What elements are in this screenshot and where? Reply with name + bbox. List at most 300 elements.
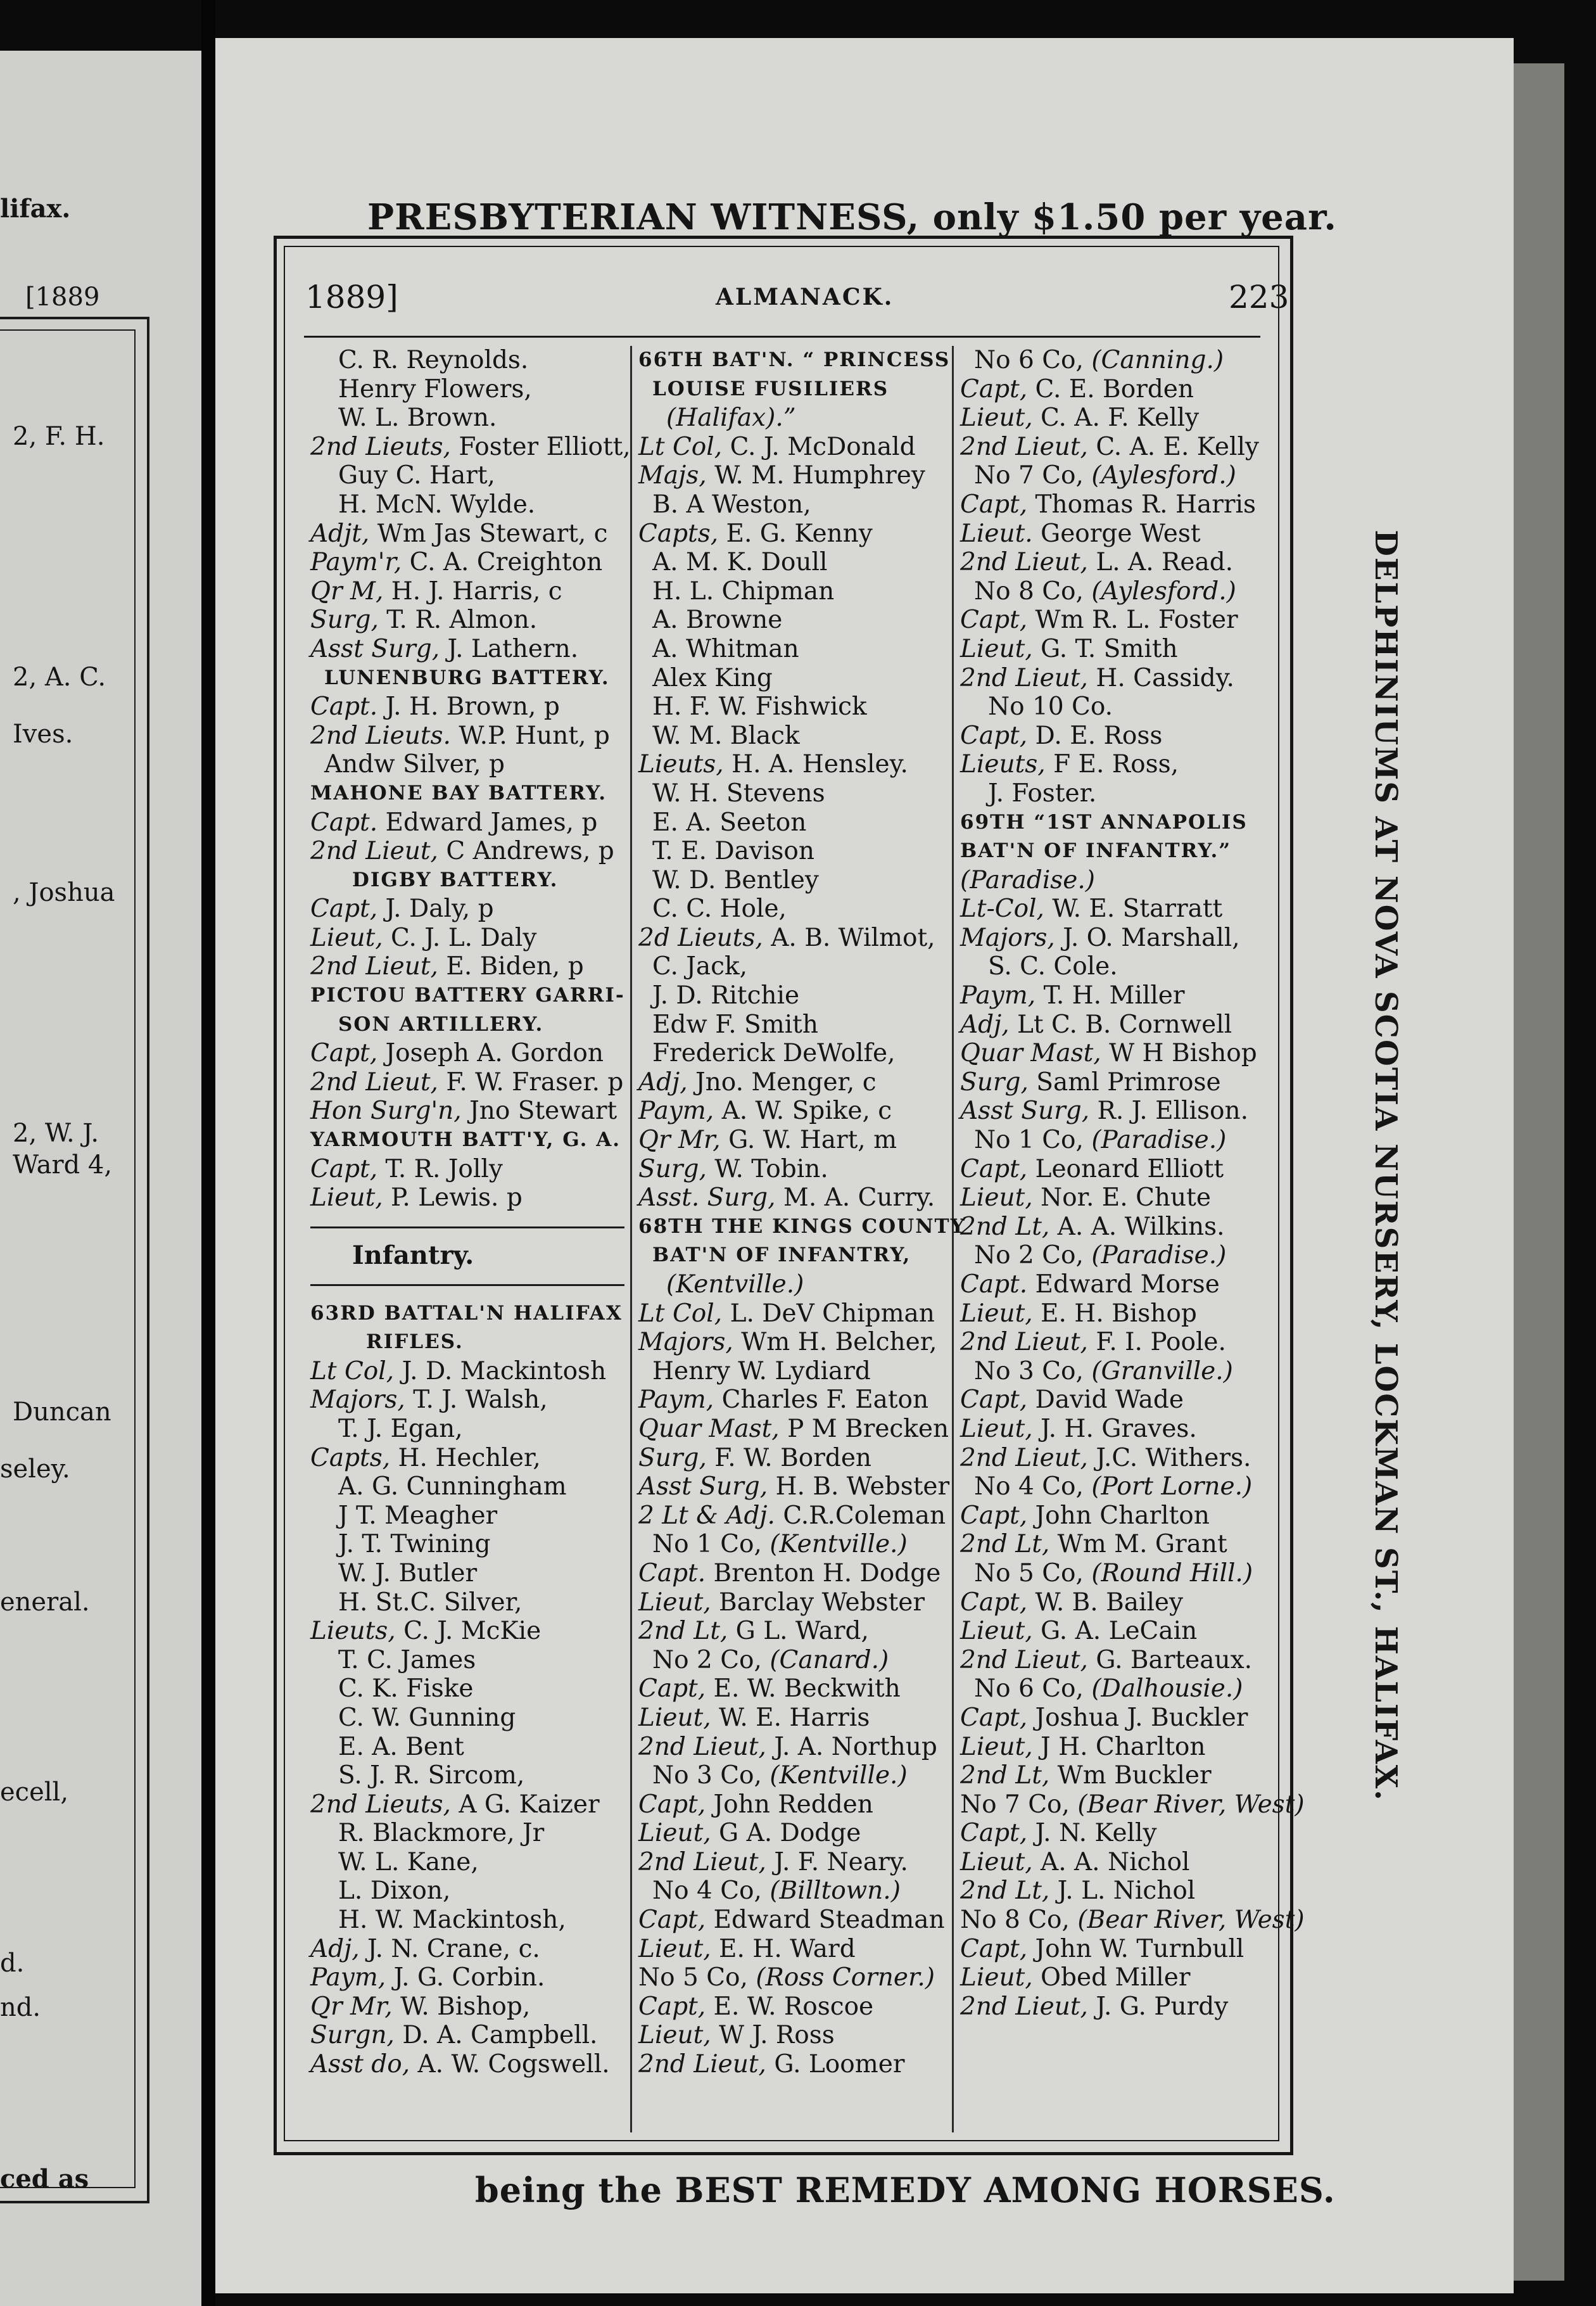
- entry-text: J. A. Northup: [774, 1732, 937, 1761]
- section-rule: [310, 1270, 624, 1299]
- rank-title: Lieut,: [638, 2021, 711, 2050]
- entry-text: W. H. Stevens: [652, 779, 825, 808]
- unit-heading: [310, 1010, 624, 1040]
- company-location: (Aylesford.): [1091, 576, 1236, 606]
- entry-text: H. Hechler,: [398, 1443, 541, 1472]
- entry-text: J. T. Twining: [338, 1530, 491, 1559]
- entry-text: No 2 Co,: [652, 1645, 762, 1674]
- roster-entry: [960, 1501, 1274, 1531]
- header-page-number: 223: [1229, 279, 1289, 315]
- rank-title: Lieut,: [960, 1414, 1033, 1443]
- rank-title: Majors,: [310, 1386, 405, 1415]
- rank-title: Surg,: [638, 1443, 707, 1472]
- roster-entry: [310, 1501, 624, 1531]
- entry-text: R. Blackmore, Jr: [338, 1819, 545, 1848]
- entry-text: T. J. Egan,: [338, 1414, 463, 1443]
- roster-entry: [960, 1097, 1274, 1126]
- entry-text: W. E. Harris: [719, 1703, 870, 1732]
- rank-title: 2nd Lt,: [960, 1761, 1050, 1790]
- rank-title: Capt,: [310, 1154, 378, 1183]
- entry-text: G. T. Smith: [1041, 634, 1178, 663]
- entry-text: W. L. Kane,: [338, 1847, 479, 1876]
- rank-title: 2nd Lieut,: [960, 1443, 1088, 1472]
- rank-title: Lieut,: [638, 1703, 711, 1732]
- roster-entry: [960, 1270, 1274, 1299]
- rank-title: Capts,: [310, 1443, 391, 1472]
- rank-title: Lieuts,: [638, 750, 724, 779]
- unit-heading: [638, 346, 953, 375]
- entry-text: A. W. Spike, c: [721, 1097, 892, 1126]
- roster-entry: [638, 1992, 953, 2022]
- roster-entry: [960, 404, 1274, 433]
- entry-text: W. Tobin.: [714, 1154, 828, 1183]
- entry-text: Wm H. Belcher,: [741, 1328, 937, 1357]
- section-rule: [310, 1213, 624, 1242]
- entry-text: SON ARTILLERY.: [338, 1012, 544, 1036]
- almanack-page: [215, 38, 1514, 2293]
- entry-text: No 4 Co,: [652, 1876, 762, 1906]
- entry-text: Barclay Webster: [719, 1588, 925, 1617]
- roster-entry: [310, 519, 624, 549]
- entry-text: L. Dixon,: [338, 1876, 451, 1906]
- roster-entry: [960, 1559, 1274, 1588]
- rank-title: Surg,: [310, 606, 379, 635]
- roster-entry: [960, 606, 1274, 635]
- entry-text: Saml Primrose: [1036, 1067, 1221, 1097]
- entry-text: W J. Ross: [719, 2021, 835, 2050]
- entry-text: No 1 Co,: [974, 1126, 1084, 1155]
- entry-text: Wm M. Grant: [1057, 1530, 1227, 1559]
- entry-text: W. B. Bailey: [1035, 1588, 1184, 1617]
- roster-entry: [960, 692, 1274, 722]
- roster-entry: [960, 1155, 1274, 1184]
- rank-title: Paym,: [310, 1963, 386, 1992]
- entry-text: M. A. Curry.: [783, 1183, 935, 1213]
- roster-entry: [638, 1906, 953, 1935]
- rank-title: Majors,: [638, 1328, 733, 1357]
- roster-entry: [638, 548, 953, 577]
- roster-entry: [960, 1790, 1305, 1819]
- rank-title: Capt,: [960, 1501, 1028, 1530]
- entry-text: J H. Charlton: [1041, 1732, 1206, 1761]
- rank-title: Quar Mast,: [960, 1039, 1101, 1068]
- entry-text: No 7 Co,: [974, 461, 1084, 490]
- unit-heading: [310, 1126, 624, 1155]
- rank-title: Lieut,: [638, 1934, 711, 1963]
- entry-text: Henry W. Lydiard: [652, 1356, 871, 1386]
- unit-heading: [310, 1328, 624, 1357]
- roster-entry: [638, 1876, 953, 1906]
- entry-text: Foster Elliott,: [459, 432, 631, 461]
- entry-text: J. N. Kelly: [1035, 1819, 1157, 1848]
- roster-entry: [960, 895, 1274, 924]
- entry-text: J. N. Crane, c.: [367, 1934, 540, 1963]
- roster-entry: [638, 664, 953, 693]
- header-title: ALMANACK.: [716, 284, 894, 310]
- entry-text: RIFLES.: [366, 1330, 464, 1354]
- roster-entry: [960, 722, 1274, 751]
- roster-entry: [638, 692, 953, 722]
- entry-text: G. W. Hart, m: [728, 1126, 897, 1155]
- roster-entry: [960, 1039, 1274, 1068]
- roster-entry: [638, 1183, 953, 1213]
- previous-page-line: 2, F. H.: [13, 422, 105, 451]
- entry-text: A. W. Cogswell.: [417, 2050, 610, 2079]
- unit-heading: [638, 1241, 953, 1270]
- roster-entry: [310, 1848, 624, 1877]
- entry-text: W. Bishop,: [400, 1992, 531, 2021]
- roster-entry: [638, 808, 953, 838]
- entry-text: No 2 Co,: [974, 1241, 1084, 1270]
- entry-text: John Charlton: [1035, 1501, 1210, 1530]
- rank-title: Asst Surg,: [960, 1097, 1090, 1126]
- entry-text: No 8 Co,: [974, 576, 1084, 606]
- entry-text: George West: [1041, 519, 1201, 548]
- entry-text: Alex King: [652, 663, 773, 692]
- entry-text: J. D. Mackintosh: [402, 1356, 607, 1386]
- entry-text: Obed Miller: [1041, 1963, 1191, 1992]
- roster-entry: [960, 519, 1274, 549]
- rank-title: 2nd Lieut,: [960, 432, 1088, 461]
- rank-title: Lieut,: [960, 1963, 1033, 1992]
- unit-heading: [310, 664, 624, 693]
- roster-entry: [310, 490, 624, 519]
- rank-title: Qr Mr,: [310, 1992, 393, 2021]
- rank-title: Majs,: [638, 461, 707, 490]
- previous-page-frame-inner: [0, 329, 136, 2188]
- roster-entry: [960, 490, 1274, 519]
- entry-text: A. A. Wilkins.: [1057, 1212, 1225, 1241]
- entry-text: Edw F. Smith: [652, 1010, 818, 1039]
- roster-entry: [960, 1444, 1274, 1473]
- company-location: (Granville.): [1091, 1356, 1233, 1386]
- unit-heading: [310, 1299, 624, 1328]
- rank-title: Lt Col,: [638, 1299, 723, 1328]
- entry-text: A. G. Cunningham: [338, 1472, 567, 1501]
- rank-title: Quar Mast,: [638, 1414, 780, 1443]
- entry-text: No 6 Co,: [974, 1674, 1084, 1704]
- running-head: PRESBYTERIAN WITNESS, only $1.50 per year.: [367, 196, 1337, 238]
- entry-text: J. Foster.: [988, 779, 1097, 808]
- roster-entry: [310, 750, 624, 779]
- entry-text: Charles F. Eaton: [721, 1386, 929, 1415]
- roster-entry: [638, 1010, 953, 1040]
- roster-entry: [960, 866, 1274, 895]
- entry-text: J. H. Graves.: [1041, 1414, 1197, 1443]
- company-location: (Port Lorne.): [1091, 1472, 1253, 1501]
- roster-entry: [960, 1328, 1274, 1357]
- entry-text: L. DeV Chipman: [730, 1299, 935, 1328]
- entry-text: PICTOU BATTERY GARRI-: [310, 984, 625, 1007]
- rank-title: 2nd Lieuts,: [310, 432, 451, 461]
- rank-title: 2nd Lieut,: [960, 1328, 1088, 1357]
- rank-title: Paym,: [638, 1386, 714, 1415]
- entry-text: A. Whitman: [652, 634, 799, 663]
- entry-text: C. A. Creighton: [409, 548, 603, 577]
- roster-entry: [638, 404, 953, 433]
- entry-text: No 1 Co,: [652, 1530, 762, 1559]
- unit-heading: [960, 808, 1274, 838]
- roster-entry: [960, 1733, 1274, 1762]
- entry-text: No 3 Co,: [652, 1761, 762, 1790]
- rank-title: Adj,: [638, 1067, 688, 1097]
- entry-text: H. B. Webster: [775, 1472, 950, 1501]
- entry-text: J. Lathern.: [447, 634, 579, 663]
- entry-text: T. R. Jolly: [385, 1154, 503, 1183]
- roster-entry: [638, 1039, 953, 1068]
- entry-text: W H Bishop: [1109, 1039, 1257, 1068]
- entry-text: No 4 Co,: [974, 1472, 1084, 1501]
- roster-entry: [960, 1963, 1274, 1992]
- entry-text: F E. Ross,: [1053, 750, 1179, 779]
- roster-entry: [310, 1674, 624, 1704]
- roster-entry: [310, 1646, 624, 1675]
- entry-text: J. H. Brown, p: [385, 692, 560, 722]
- roster-entry: [638, 1155, 953, 1184]
- entry-text: T. H. Miller: [1043, 981, 1185, 1010]
- roster-entry: [638, 779, 953, 808]
- roster-entry: [310, 1472, 624, 1501]
- entry-text: Leonard Elliott: [1035, 1154, 1224, 1183]
- rank-title: Lieut,: [960, 404, 1033, 433]
- rank-title: Adj,: [960, 1010, 1010, 1039]
- roster-entry: [960, 664, 1274, 693]
- entry-text: J. G. Corbin.: [393, 1963, 545, 1992]
- entry-text: H. W. Mackintosh,: [338, 1906, 566, 1935]
- entry-text: Andw Silver, p: [324, 750, 505, 779]
- roster-entry: [310, 606, 624, 635]
- roster-entry: [638, 1733, 953, 1762]
- entry-text: John W. Turnbull: [1035, 1934, 1244, 1963]
- roster-entry: [638, 1935, 953, 1964]
- roster-entry: [638, 1097, 953, 1126]
- entry-text: (Kentville.): [666, 1270, 804, 1299]
- rank-title: 2nd Lieut,: [960, 663, 1088, 692]
- previous-page-line: ced as: [0, 2164, 89, 2194]
- unit-heading: [638, 375, 953, 404]
- roster-entry: [638, 837, 953, 866]
- roster-entry: [960, 1213, 1274, 1242]
- roster-entry: [638, 1270, 953, 1299]
- roster-column-3: [960, 346, 1305, 2021]
- entry-text: No 5 Co,: [974, 1558, 1084, 1588]
- entry-text: John Redden: [713, 1790, 873, 1819]
- roster-entry: [960, 1183, 1274, 1213]
- entry-text: W. L. Brown.: [338, 404, 497, 433]
- entry-text: P M Brecken: [787, 1414, 949, 1443]
- entry-text: A. M. K. Doull: [652, 548, 828, 577]
- rank-title: Lieut,: [960, 1299, 1033, 1328]
- previous-page-line: lifax.: [0, 194, 71, 224]
- rank-title: Capt,: [960, 490, 1028, 519]
- entry-text: 66TH BAT'N. “ PRINCESS: [638, 348, 951, 371]
- entry-text: S. J. R. Sircom,: [338, 1761, 525, 1790]
- roster-entry: [310, 346, 624, 375]
- roster-entry: [310, 461, 624, 490]
- entry-text: No 7 Co,: [960, 1790, 1070, 1819]
- roster-entry: [960, 1010, 1274, 1040]
- roster-entry: [310, 2021, 624, 2050]
- entry-text: W.P. Hunt, p: [459, 721, 610, 750]
- entry-text: G. A. LeCain: [1041, 1617, 1198, 1646]
- rank-title: Capt,: [310, 1039, 378, 1068]
- roster-entry: [638, 1068, 953, 1097]
- roster-entry: [638, 2021, 953, 2050]
- entry-text: A. Browne: [652, 606, 783, 635]
- roster-entry: [310, 1588, 624, 1617]
- rank-title: Hon Surg'n,: [310, 1097, 462, 1126]
- rank-title: 2nd Lieuts.: [310, 721, 451, 750]
- rank-title: Capt,: [960, 374, 1028, 404]
- entry-text: Lt C. B. Cornwell: [1017, 1010, 1232, 1039]
- entry-text: E. W. Beckwith: [713, 1674, 901, 1704]
- entry-text: D. E. Ross: [1035, 721, 1163, 750]
- entry-text: A. B. Wilmot,: [771, 923, 935, 952]
- roster-entry: [960, 981, 1274, 1010]
- entry-text: E. A. Seeton: [652, 808, 807, 837]
- roster-entry: [638, 519, 953, 549]
- entry-text: G A. Dodge: [719, 1819, 861, 1848]
- rank-title: 2nd Lieut,: [310, 837, 438, 866]
- rank-title: Capt,: [960, 1703, 1028, 1732]
- rank-title: Capt.: [960, 1270, 1028, 1299]
- entry-text: A. A. Nichol: [1041, 1847, 1190, 1876]
- roster-entry: [638, 952, 953, 981]
- rank-title: Lt Col,: [310, 1356, 395, 1386]
- entry-text: Edward Steadman: [713, 1906, 945, 1935]
- rank-title: Capt,: [638, 1790, 706, 1819]
- roster-entry: [638, 1646, 953, 1675]
- roster-entry: [638, 2050, 953, 2079]
- company-location: (Kentville.): [770, 1761, 908, 1790]
- entry-text: G L. Ward,: [735, 1617, 869, 1646]
- entry-text: J. D. Ritchie: [652, 981, 800, 1010]
- roster-entry: [638, 635, 953, 664]
- roster-entry: [310, 1617, 624, 1646]
- unit-heading: [310, 866, 624, 895]
- roster-entry: [310, 722, 624, 751]
- roster-entry: [960, 1704, 1274, 1733]
- rank-title: 2nd Lieut,: [638, 1847, 766, 1876]
- entry-text: C. C. Hole,: [652, 895, 787, 924]
- rank-title: Paym'r,: [310, 548, 402, 577]
- roster-entry: [960, 1588, 1274, 1617]
- entry-text: 69TH “1ST ANNAPOLIS: [960, 810, 1248, 834]
- company-location: (Bear River, West): [1077, 1790, 1305, 1819]
- roster-entry: [310, 1935, 624, 1964]
- book-gutter: [201, 0, 215, 2306]
- rank-title: Paym,: [960, 981, 1036, 1010]
- entry-text: J. F. Neary.: [774, 1847, 908, 1876]
- company-location: (Bear River, West): [1077, 1906, 1305, 1935]
- roster-entry: [638, 1674, 953, 1704]
- entry-text: DIGBY BATTERY.: [352, 868, 559, 891]
- entry-text: YARMOUTH BATT'Y, G. A.: [310, 1128, 621, 1152]
- roster-entry: [310, 808, 624, 838]
- previous-page-line: Duncan: [13, 1398, 111, 1427]
- roster-entry: [310, 924, 624, 953]
- rank-title: Asst do,: [310, 2050, 410, 2079]
- rank-title: Capt,: [638, 1906, 706, 1935]
- entry-text: C. W. Gunning: [338, 1703, 516, 1732]
- rank-title: Surgn,: [310, 2021, 395, 2050]
- roster-entry: [638, 1559, 953, 1588]
- rank-title: Lieut,: [960, 1732, 1033, 1761]
- rank-title: Capt,: [960, 721, 1028, 750]
- entry-text: C. J. McDonald: [730, 432, 916, 461]
- roster-entry: [310, 1357, 624, 1386]
- roster-entry: [310, 1097, 624, 1126]
- roster-entry: [310, 895, 624, 924]
- entry-text: E. H. Ward: [719, 1934, 856, 1963]
- rank-title: 2nd Lieut,: [960, 1992, 1088, 2021]
- entry-text: H. Cassidy.: [1096, 663, 1234, 692]
- roster-entry: [638, 1472, 953, 1501]
- entry-text: Joshua J. Buckler: [1035, 1703, 1248, 1732]
- entry-text: D. A. Campbell.: [402, 2021, 598, 2050]
- rank-title: 2nd Lt,: [960, 1530, 1050, 1559]
- roster-entry: [310, 952, 624, 981]
- roster-entry: [310, 1068, 624, 1097]
- previous-page-line: seley.: [0, 1455, 70, 1484]
- rank-title: Adjt,: [310, 519, 370, 548]
- entry-text: T. J. Walsh,: [413, 1386, 548, 1415]
- rank-title: Lieut,: [960, 1847, 1033, 1876]
- rank-title: 2nd Lieut,: [960, 1645, 1088, 1674]
- roster-entry: [960, 1646, 1274, 1675]
- roster-entry: [310, 1761, 624, 1790]
- roster-entry: [310, 1733, 624, 1762]
- roster-entry: [638, 866, 953, 895]
- roster-entry: [310, 432, 631, 462]
- roster-entry: [960, 1819, 1274, 1848]
- roster-entry: [638, 1848, 953, 1877]
- entry-text: C Andrews, p: [446, 837, 614, 866]
- entry-text: H. L. Chipman: [652, 576, 835, 606]
- roster-entry: [638, 1501, 953, 1531]
- entry-text: E. H. Bishop: [1041, 1299, 1197, 1328]
- entry-text: LOUISE FUSILIERS: [652, 377, 889, 400]
- roster-entry: [638, 722, 953, 751]
- entry-text: C. A. E. Kelly: [1096, 432, 1259, 461]
- roster-entry: [638, 981, 953, 1010]
- roster-entry: [310, 375, 624, 404]
- entry-text: H. St.C. Silver,: [338, 1588, 522, 1617]
- roster-entry: [960, 750, 1274, 779]
- entry-text: Thomas R. Harris: [1035, 490, 1256, 519]
- roster-entry: [310, 1906, 624, 1935]
- roster-entry: [310, 1790, 624, 1819]
- entry-text: E. G. Kenny: [726, 519, 873, 548]
- entry-text: Henry Flowers,: [338, 374, 532, 404]
- roster-entry: [310, 1559, 624, 1588]
- rank-title: 2nd Lieut,: [638, 1732, 766, 1761]
- rank-title: Capt,: [638, 1674, 706, 1704]
- roster-entry: [638, 1790, 953, 1819]
- rank-title: 2nd Lt,: [638, 1617, 728, 1646]
- roster-entry: [638, 606, 953, 635]
- rank-title: Qr M,: [310, 576, 384, 606]
- entry-text: E. Biden, p: [446, 952, 584, 981]
- entry-text: W. D. Bentley: [652, 865, 819, 895]
- entry-text: C.R.Coleman: [783, 1501, 946, 1530]
- unit-heading: [310, 779, 624, 808]
- roster-entry: [310, 1963, 624, 1992]
- entry-text: S. C. Cole.: [988, 952, 1118, 981]
- entry-text: Jno Stewart: [469, 1097, 618, 1126]
- rank-title: Lt Col,: [638, 432, 723, 461]
- previous-page-line: 2, W. J.: [13, 1119, 99, 1148]
